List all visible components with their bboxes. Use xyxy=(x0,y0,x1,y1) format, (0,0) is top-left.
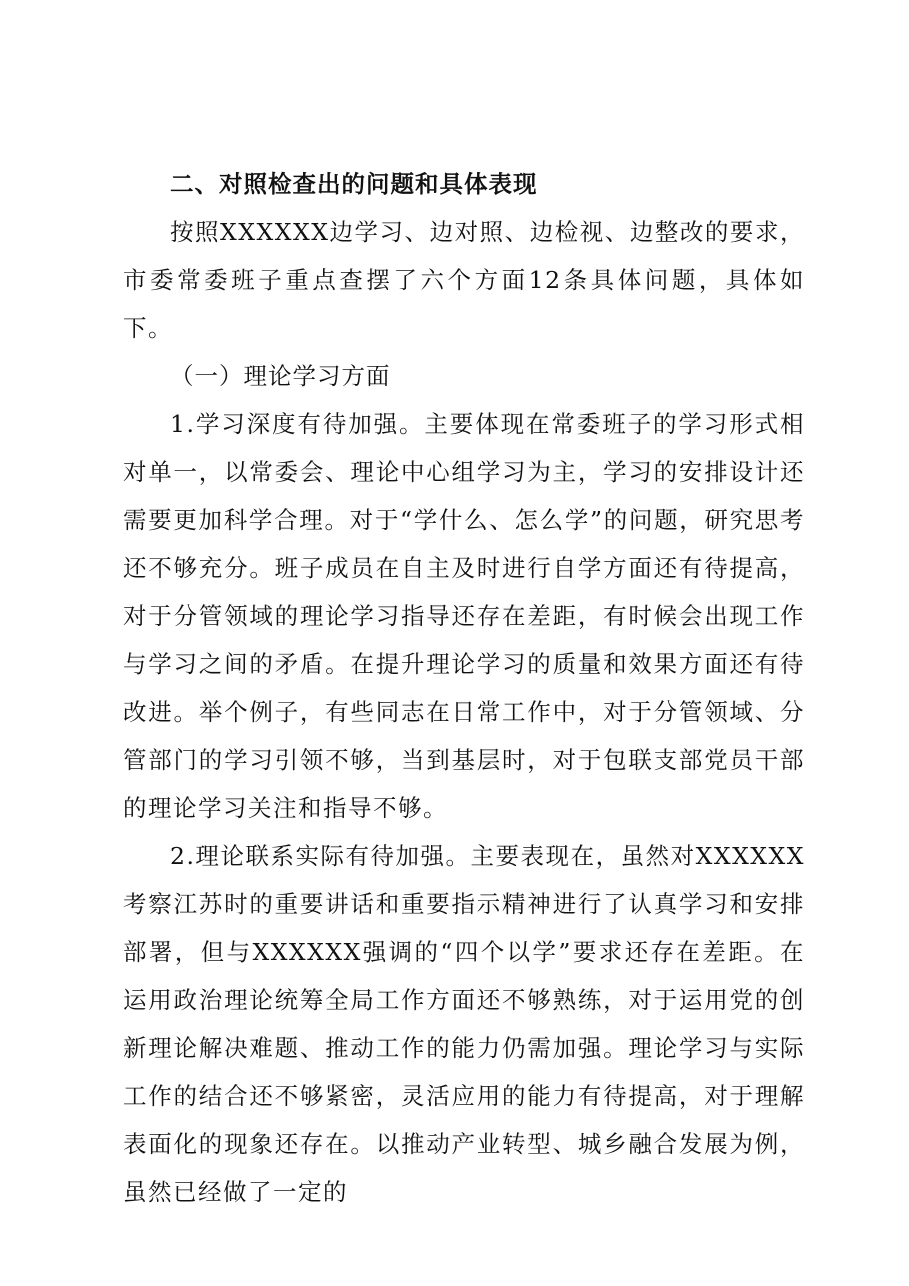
document-body xyxy=(123,160,805,1216)
item-2-paragraph: 2.理论联系实际有待加强。主要表现在，虽然对XXXXXX考察江苏时的重要讲话和重要指示精神进行了认真学习和安排部署，但与XXXXXX强调的“四个以学”要求还存在差距。在运用政治理论统筹全局工作方面还不够熟练，对于运用党的创新理论解决难题、推动工作的能力仍需加强。理论学习与实际工作的结合还不够紧密，灵活应用的能力有待提高，对于理解表面化的现象还存在。以推动产业转型、城乡融合发展为例，虽然已经做了一定的 xyxy=(123,842,805,1206)
item-1-paragraph: 1.学习深度有待加强。主要体现在常委班子的学习形式相对单一，以常委会、理论中心组学习为主，学习的安排设计还需要更加科学合理。对于“学什么、怎么学”的问题，研究思考还不够充分。班子成员在自主及时进行自学方面还有待提高，对于分管领域的理论学习指导还存在差距，有时候会出现工作与学习之间的矛盾。在提升理论学习的质量和效果方面还有待改进。举个例子，有些同志在日常工作中，对于分管领域、分管部门的学习引领不够，当到基层时，对于包联支部党员干部的理论学习关注和指导不够。 xyxy=(123,410,805,822)
subsection-heading: （一）理论学习方面 xyxy=(170,362,391,390)
intro-paragraph: 按照XXXXXX边学习、边对照、边检视、边整改的要求，市委常委班子重点查摆了六个方面12条具体问题，具体如下。 xyxy=(123,218,805,342)
section-heading: 二、对照检查出的问题和具体表现 xyxy=(170,170,538,198)
